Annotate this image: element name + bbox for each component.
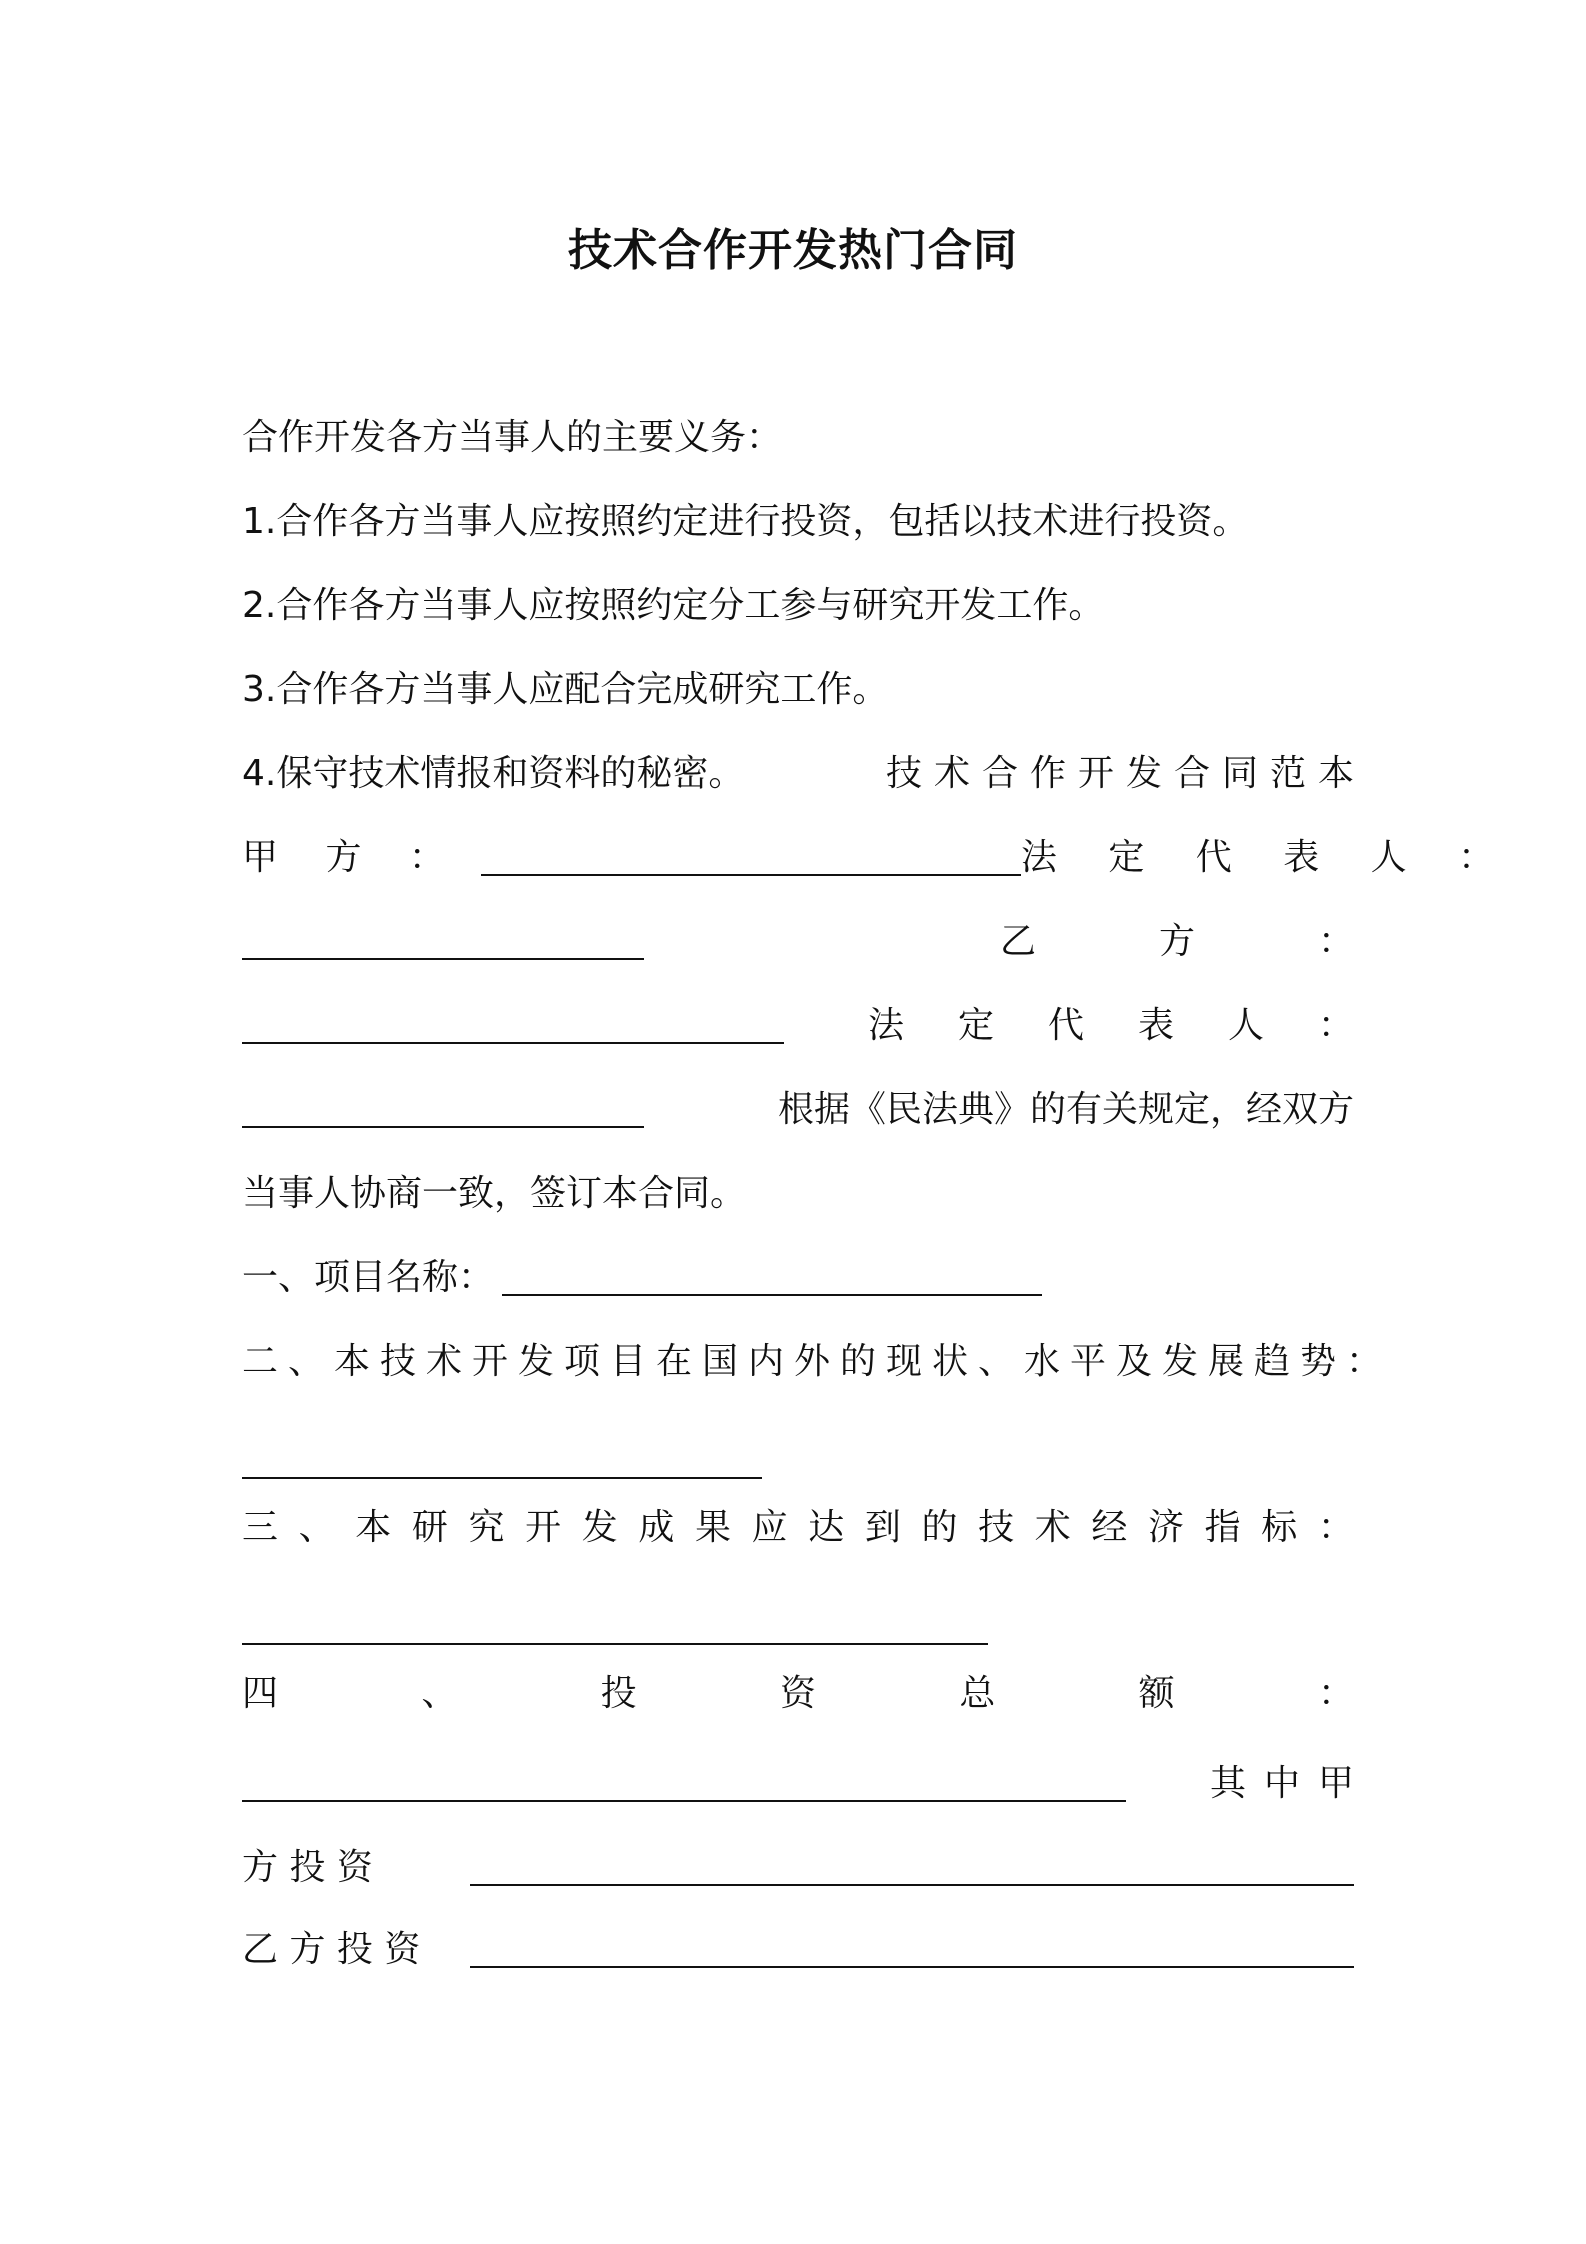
party-b-investment-label: 乙 方 投 资 [242,1929,421,1970]
party-a-row [242,828,1515,888]
obligation-and-template-title-row [242,744,1366,804]
preamble-text: 根据《民法典》的有关规定，经双方 [777,1089,1354,1130]
party-b-investment-row [242,1920,1354,1980]
party-a-legal-rep-label: 法 定 代 表 人 ： [1020,837,1515,878]
total-investment-blank[interactable] [242,1766,1126,1802]
item2-blank-row [242,1430,1354,1490]
obligation-item: 4.保守技术情报和资料的秘密。 [242,753,745,794]
party-b-label-char: 乙 [1000,921,1037,962]
of-which-party-a-label: 其中甲 [1209,1763,1372,1804]
project-name-blank[interactable] [502,1260,1042,1296]
party-a-investment-label: 方 投 资 [242,1847,373,1888]
template-title: 技术合作开发合同范本 [885,753,1366,794]
obligation-item: 1.合作各方当事人应按照约定进行投资，包括以技术进行投资。 [242,501,1249,542]
party-b-label-char: 方 [1158,921,1195,962]
party-b-row [242,912,1354,972]
party-b-investment-blank[interactable] [470,1932,1354,1968]
item4-label: 四 、 投 资 总 额 ： [242,1673,1354,1714]
party-a-investment-blank[interactable] [470,1850,1354,1886]
preamble-text-end: 当事人协商一致，签订本合同。 [242,1173,747,1214]
item3-blank-row [242,1596,1354,1656]
preamble-row [242,1080,1354,1140]
party-b-legal-rep-row [242,996,1354,1056]
legal-rep-label-char: 法 [868,1005,905,1046]
party-b-legal-rep-blank[interactable] [242,1092,644,1128]
document-title: 技术合作开发热门合同 [568,225,1018,276]
party-b-label-char: ： [1317,921,1354,962]
party-a-legal-rep-blank[interactable] [242,924,644,960]
obligation-item: 2.合作各方当事人应按照约定分工参与研究开发工作。 [242,585,1105,626]
obligation-item: 3.合作各方当事人应配合完成研究工作。 [242,669,889,710]
legal-rep-label-char: ： [1317,1005,1354,1046]
legal-rep-label-char: 代 [1047,1005,1084,1046]
legal-rep-label-char: 表 [1137,1005,1174,1046]
item3-label: 三 、 本 研 究 开 发 成 果 应 达 到 的 技 术 经 济 指 标 ： [242,1507,1354,1548]
legal-rep-label-char: 人 [1227,1005,1264,1046]
legal-rep-label-char: 定 [957,1005,994,1046]
total-investment-row [242,1754,1372,1814]
item1-label: 一、项目名称： [242,1257,495,1298]
party-a-label: 甲 方 ： [242,837,463,878]
item2-blank[interactable] [242,1443,762,1479]
party-a-name-blank[interactable] [481,840,1021,876]
party-b-name-blank[interactable] [242,1008,784,1044]
obligations-heading: 合作开发各方当事人的主要义务： [242,417,783,458]
item1-row [242,1248,1354,1308]
item2-label: 二、本技术开发项目在国内外的现状、水平及发展趋势： [242,1341,1393,1382]
item3-blank[interactable] [242,1609,988,1645]
party-a-investment-row [242,1838,1354,1898]
